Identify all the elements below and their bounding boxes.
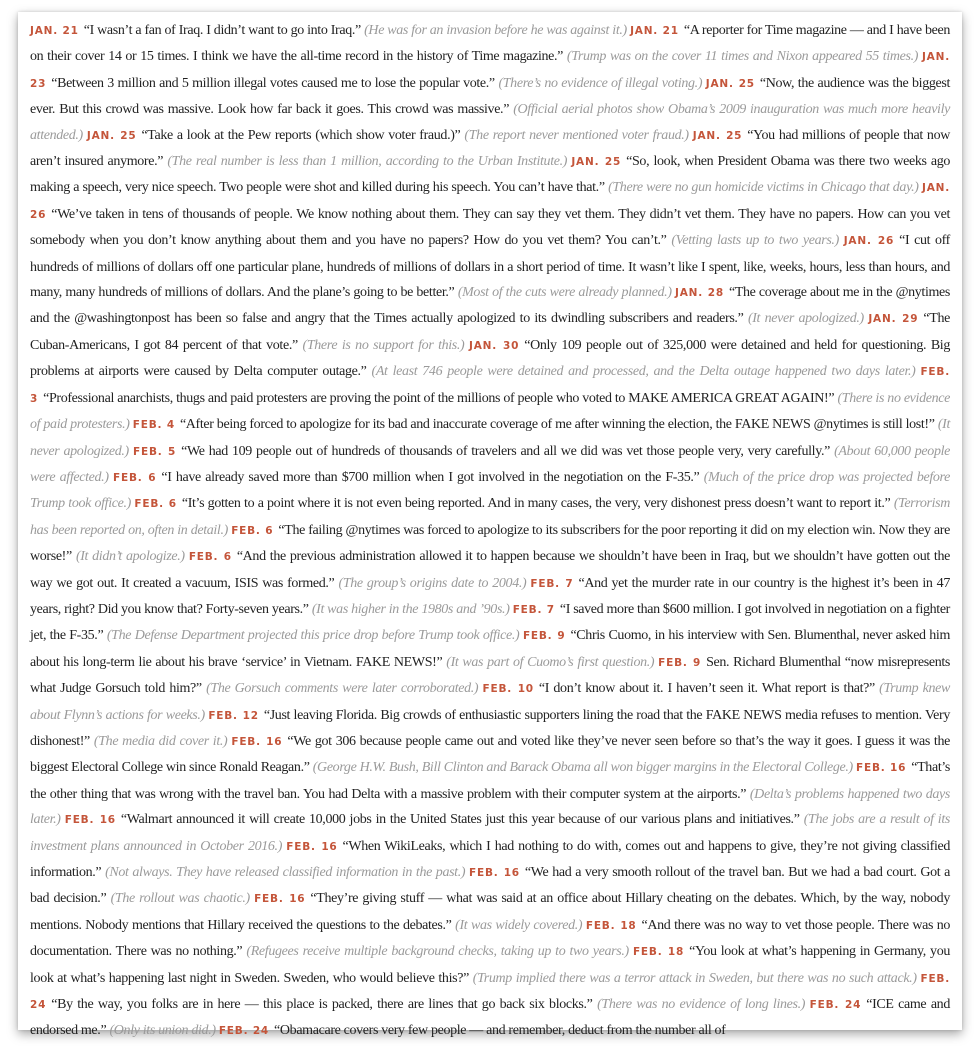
entry-date: JAN. 21 [630,25,679,37]
entry-date: FEB. 18 [585,919,637,932]
entry-quote: “I wasn’t a fan of Iraq. I didn’t want to go into Iraq.” [83,23,361,38]
entry-quote: “And there was no way to vet those people. There was no documentation. There was no nothing.” [30,917,950,960]
entry-date: FEB. 6 [134,498,177,511]
entry-fact-check: (Not always. They have released classified information in the past.) [105,865,466,880]
entry-fact-check: (The group’s origins date to 2004.) [338,575,527,591]
entry-date: FEB. 16 [286,840,338,853]
entry-quote: “Only 109 people out of 325,000 were detained and held for questioning. Big problems at airports were caused by Delta computer outage.” [30,337,951,380]
entry-fact-check: (The Defense Department projected this price drop before Trump took office.) [106,628,520,644]
entry-quote: “ICE came and endorsed me.” [30,997,950,1039]
entry-fact-check: (The real number is less than 1 million, according to the Urban Institute.) [167,154,568,170]
entry-fact-check: (Terrorism has been reported on, often in detail.) [30,496,951,538]
entry-quote: “Professional anarchists, thugs and paid protesters are proving the point of the millions of people who voted to MAKE AMERICA GREAT AGAIN!” [43,390,835,406]
entry-quote: “I have already saved more than $700 million when I got involved in the negotiation on the F-35.” [161,469,700,485]
entry-quote: “Between 3 million and 5 million illegal votes caused me to lose the popular vote.” [51,75,495,91]
entry-quote: “When WikiLeaks, which I had nothing to do with, comes out and happens to give, they’re not giving classified information.” [30,838,950,880]
entry-fact-check: (At least 746 people were detained and processed, and the Delta outage happened two days later.) [371,364,916,380]
entry-fact-check: (Most of the cuts were already planned.) [457,285,672,301]
entry-fact-check: (The media did cover it.) [93,733,228,749]
entry-date: FEB. 7 [512,603,555,616]
entry-date: JAN. 23 [30,51,950,90]
entry-date: FEB. 12 [208,709,259,722]
entry-fact-check: (It never apologized.) [747,311,864,327]
article-excerpt-card [18,12,962,1039]
entry-fact-check: (Much of the price drop was projected before Trump took office.) [30,469,950,512]
entry-quote: “The Cuban-Americans, I got 84 percent of that vote.” [30,311,950,353]
entry-quote: “Walmart announced it will create 10,000 jobs in the United States just this year because of our various plans and initiatives.” [120,812,800,828]
entry-fact-check: (It never apologized.) [30,417,950,459]
entry-fact-check: (Refugees receive multiple background checks, taking up to two years.) [246,944,629,960]
entry-date: JAN. 26 [30,182,950,221]
entry-fact-check: (He was for an invasion before he was against it.) [364,23,627,38]
entry-fact-check: (There is no support for this.) [302,337,465,353]
entry-quote: “By the way, you folks are in here — this place is packed, there are lines that go back six blocks.” [51,997,593,1013]
entry-date: FEB. 9 [522,630,566,643]
entry-fact-check: (Trump was on the cover 11 times and Nixon appeared 55 times.) [566,49,919,65]
entry-date: FEB. 16 [856,762,907,775]
entry-fact-check: (Only its union did.) [109,1023,216,1039]
entry-date: FEB. 24 [809,999,862,1012]
entry-quote: “They’re giving stuff — what was said at an office about Hillary cheating on the debates. Which, by the way, nobody mentions. Nobody mentions that Hillary received the questions to the debates.” [30,891,950,933]
entry-date: FEB. 16 [64,814,116,827]
entry-quote: “The coverage about me in the @nytimes and the @washingtonpost has been so false and angry that the Times actually apologized to its dwindling subscribers and readers.” [30,285,950,327]
entry-quote: “We’ve taken in tens of thousands of people. We know nothing about them. They can say they vet them. They didn’t vet them. They have no papers. How can you vet somebody when you don’t know anything about them and you have no papers? How do you vet them? You can’t.” [30,206,950,249]
entry-date: JAN. 21 [30,25,79,37]
entry-date: JAN. 25 [705,77,755,90]
entry-fact-check: (Delta’s problems happened two days later.) [30,786,951,828]
entry-fact-check: (There is no evidence of paid protesters.) [30,390,950,433]
entry-quote: “That’s the other thing that was wrong with the travel ban. You had Delta with a massive problem with their computer system at the airports.” [30,760,950,802]
entry-quote: “We had a very smooth rollout of the travel ban. But we had a bad court. Got a bad decision.” [30,865,950,907]
entry-quote: “You had millions of people that now aren’t insured anymore.” [30,127,950,170]
entry-date: JAN. 25 [86,129,137,142]
entry-quote: “The failing @nytimes was forced to apologize to its subscribers for the poor reporting it did on my election win. Now they are worse!” [30,522,950,565]
entry-date: FEB. 16 [231,735,283,748]
entry-quote: “Chris Cuomo, in his interview with Sen. Blumenthal, never asked him about his long-term lie about his brave ‘service’ in Vietnam. FAKE NEWS!” [30,628,950,670]
entry-date: FEB. 5 [133,445,177,458]
entry-quote: “Just leaving Florida. Big crowds of enthusiastic supporters lining the road that the FAKE NEWS media refuses to mention. Very dishonest!” [30,707,950,749]
entry-fact-check: (It was higher in the 1980s and ’90s.) [311,601,510,617]
entry-fact-check: (It didn’t apologize.) [75,549,185,565]
entry-quote: “So, look, when President Obama was there two weeks ago making a speech, very nice speech. Two people were shot and killed during his speech. You can’t have that.” [30,154,950,196]
entry-fact-check: (The report never mentioned voter fraud.) [464,127,689,143]
entry-quote: “I cut off hundreds of millions of dollars off one particular plane, hundreds of millions of dollars in a short period of time. It wasn’t like I spent, like, weeks, hours, less than hours, and many, many hundreds of millions of dollars. And the plane’s going to be better.” [30,233,950,301]
entry-date: JAN. 25 [692,129,743,142]
entry-quote: “A reporter for Time magazine — and I have been on their cover 14 or 15 times. I think we have the all-time record in the history of Time magazine.” [30,23,950,65]
entry-fact-check: (Official aerial photos show Obama’s 2009 inauguration was much more heavily attended.) [30,102,950,143]
entry-date: JAN. 26 [843,235,895,248]
entry-date: FEB. 16 [254,893,306,906]
entry-fact-check: (The rollout was chaotic.) [110,891,250,907]
entry-fact-check: (Vetting lasts up to two years.) [671,233,839,249]
entry-date: FEB. 10 [482,683,534,696]
entry-fact-check: (About 60,000 people were affected.) [30,443,951,485]
entry-quote: “We had 109 people out of hundreds of thousands of travelers and all we did was vet those people very, very carefully.” [181,443,830,459]
entry-fact-check: (Trump implied there was a terror attack in Sweden, but there was no such attack.) [472,970,917,986]
entry-date: FEB. 24 [30,972,951,1012]
entry-quote: “I don’t know about it. I haven’t seen it. What report is that?” [538,681,875,697]
entry [219,1023,726,1038]
entry [87,128,689,143]
entry-quote: “Now, the audience was the biggest ever. But this crowd was massive. Look how far back it goes. This crowd was massive.” [30,75,951,118]
entry-quote: “You look at what’s happening in Germany, you look at what’s happening last night in Sweden. Sweden, who would believe this?” [30,944,950,986]
entry-fact-check: (George H.W. Bush, Bill Clinton and Barack Obama all won bigger margins in the Electoral College.) [312,760,853,776]
entry-date: FEB. 16 [469,867,520,879]
entry-fact-check: (Trump knew about Flynn’s actions for weeks.) [30,681,950,723]
entry-quote: “And the previous administration allowed it to happen because we shouldn’t have been in Iraq, but we shouldn’t have gotten out the way we got out. It created a vacuum, ISIS was formed.” [30,549,950,591]
entry-quote: “I saved more than $600 million. I got involved in negotiation on a fighter jet, the F-35.” [30,601,950,644]
entry-date: FEB. 18 [632,946,685,959]
entry-quote: “Obamacare covers very few people — and remember, deduct from the number all of [274,1023,726,1039]
entry-fact-check: (It was part of Cuomo’s first question.) [446,654,655,670]
entry-fact-check: (There’s no evidence of illegal voting.) [498,75,703,91]
entry [30,23,627,38]
entry-quote: “Take a look at the Pew reports (which show voter fraud.)” [141,127,461,143]
entry-date: FEB. 6 [113,471,157,484]
entry-date: JAN. 28 [675,287,724,300]
entry-date: FEB. 4 [132,419,175,432]
entry-quote: “After being forced to apologize for its bad and inaccurate coverage of me after winning the election, the FAKE NEWS @nytimes is still lost!” [179,417,935,433]
entry-date: FEB. 6 [231,524,274,537]
entry-date: JAN. 29 [868,313,919,326]
entry-quote: “We got 306 because people came out and voted like they’ve never seen before so that’s the way it goes. I guess it was the biggest Electoral College win since Ronald Reagan.” [30,733,950,776]
entry-fact-check: (There were no gun homicide victims in Chicago that day.) [608,180,919,196]
entry-quote: “It’s gotten to a point where it is not even being reported. And in many cases, the very, very dishonest press doesn’t want to report it.” [181,496,891,512]
entry-fact-check: (The jobs are a result of its investment plans announced in October 2016.) [30,812,950,854]
entry-date: FEB. 7 [530,577,574,590]
entry-quote: Sen. Richard Blumenthal “now misrepresents what Judge Gorsuch told him?” [30,654,950,697]
entry-date: JAN. 30 [469,339,520,352]
falsehoods-list [30,18,950,1045]
entry-quote: “And yet the murder rate in our country is the highest it’s been in 47 years, right? Did you know that? Forty-seven years.” [30,575,950,617]
entry-date: FEB. 6 [188,551,232,564]
entry-date: FEB. 24 [218,1025,270,1038]
entry-fact-check: (It was widely covered.) [455,917,583,933]
entry-date: FEB. 9 [658,656,702,669]
entry-date: JAN. 25 [571,156,622,169]
entry-fact-check: (The Gorsuch comments were later corroborated.) [206,681,479,697]
entry-fact-check: (There was no evidence of long lines.) [597,997,806,1013]
entry-date: FEB. 3 [30,366,950,405]
